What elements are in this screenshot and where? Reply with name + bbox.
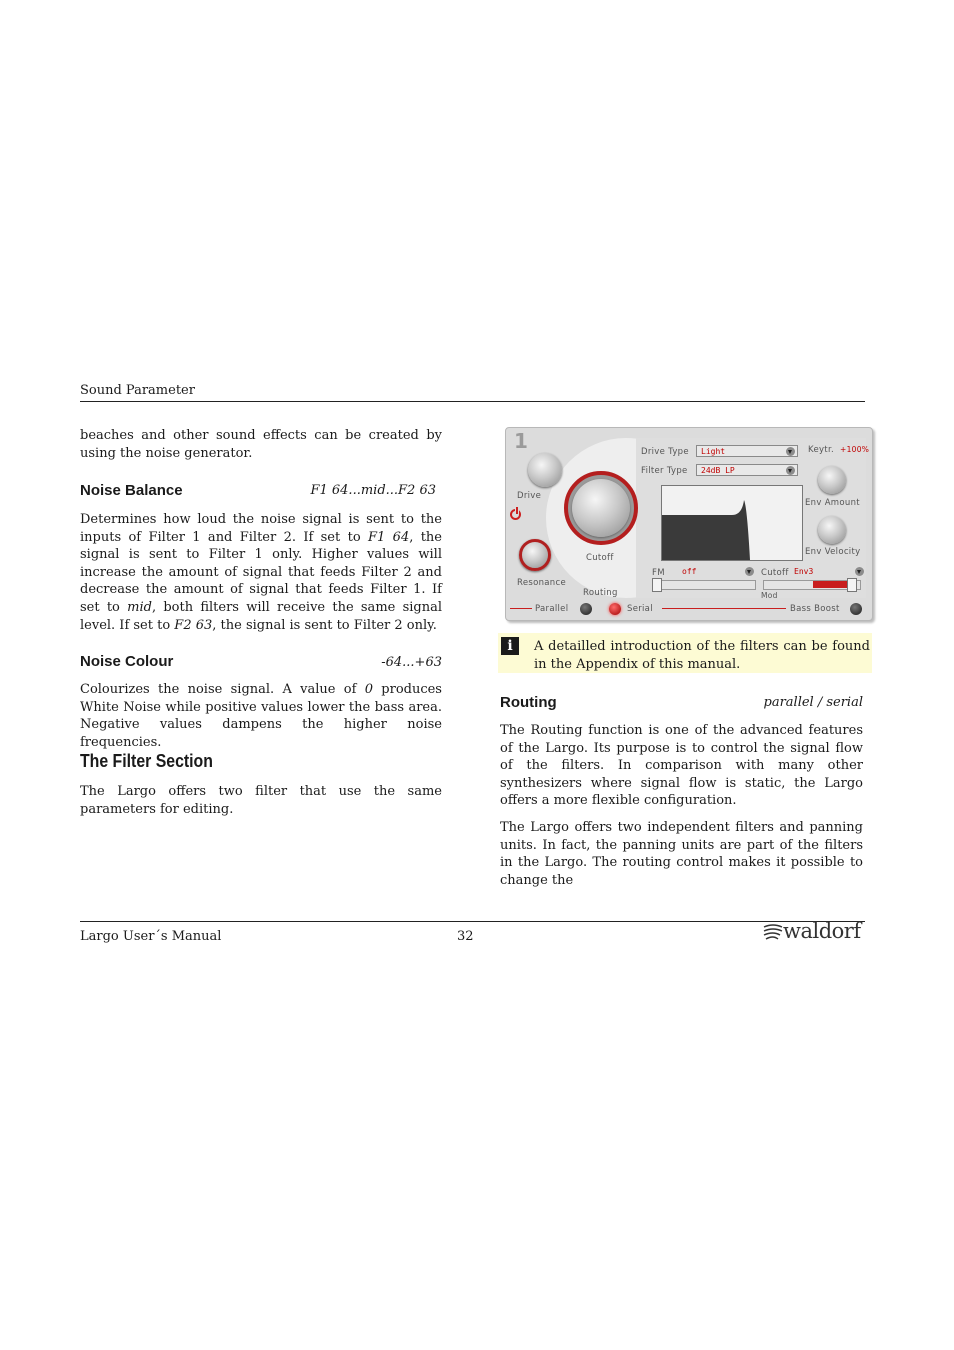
filter-curve-graph	[662, 486, 802, 560]
intro-paragraph: beaches and other sound effects can be created by using the noise generator.	[80, 428, 442, 461]
parallel-button[interactable]	[580, 603, 592, 615]
info-note	[498, 633, 872, 673]
footer-page-number: 32	[457, 929, 474, 944]
noise-balance-range: F1 64...mid...F2 63	[310, 483, 436, 498]
filter-section-body: The Largo offers two filter that use the same parameters for editing.	[80, 784, 442, 817]
cutoff-mod-label: Cutoff	[761, 568, 789, 578]
chevron-down-icon	[786, 447, 795, 456]
drive-type-value: Light	[701, 447, 726, 456]
noise-colour-body: Colourizes the noise signal. A value of 0 produces White Noise while positive values lower the bass area. Negative values dampens the higher noise frequencies.	[80, 682, 442, 750]
chevron-down-icon	[786, 466, 795, 475]
cutoff-mod-slider-handle[interactable]	[847, 578, 857, 592]
keytr-value[interactable]: +100%	[840, 445, 870, 454]
fm-slider-handle[interactable]	[652, 578, 662, 592]
footer-manual-title: Largo User´s Manual	[80, 929, 222, 944]
filter-type-label: Filter Type	[641, 466, 688, 476]
chevron-down-icon	[745, 567, 754, 576]
cutoff-mod-value: Env3	[794, 567, 814, 576]
fm-slider[interactable]	[652, 580, 756, 590]
bass-boost-button[interactable]	[850, 603, 862, 615]
noise-colour-heading: Noise Colour	[80, 653, 174, 670]
waldorf-logo	[762, 919, 866, 945]
cutoff-knob[interactable]	[572, 479, 630, 537]
fm-dropdown[interactable]	[678, 566, 756, 578]
footer-rule	[80, 921, 865, 922]
noise-balance-body: Determines how loud the noise signal is sent to the inputs of Filter 1 and Filter 2. If set to F1 64, the signal is sent to Filter 1 only. Higher values will increase the amount of signal that feeds Filter 2 and decrease the amount of signal that feeds Filter 1. If set to mid, both filters will receive the same signal level. If set to F2 63, the signal is sent to Filter 2 only.	[80, 512, 443, 633]
drive-label: Drive	[517, 491, 542, 501]
drive-type-label: Drive Type	[641, 447, 689, 457]
drive-knob[interactable]	[528, 453, 562, 487]
info-icon: i	[501, 637, 519, 655]
bass-boost-label: Bass Boost	[790, 604, 840, 614]
keytrack-knob[interactable]	[818, 466, 846, 494]
routing-paragraph-2: The Largo offers two independent filters and panning units. In fact, the panning units are part of the filters in the Largo. The routing control makes it possible to change the	[500, 820, 863, 888]
filter-type-dropdown[interactable]	[696, 464, 798, 476]
routing-range: parallel / serial	[763, 695, 863, 710]
drive-type-dropdown[interactable]	[696, 445, 798, 457]
noise-colour-range: -64...+63	[381, 655, 442, 670]
header-rule	[80, 401, 865, 402]
routing-label: Routing	[583, 588, 618, 598]
keytr-label: Keytr.	[808, 445, 834, 455]
running-header: Sound Parameter	[80, 383, 195, 398]
cutoff-mod-dropdown[interactable]	[790, 566, 866, 578]
filter-curve-display	[661, 485, 803, 561]
waldorf-swirl-icon	[762, 923, 784, 943]
parallel-line	[510, 608, 532, 609]
parallel-label: Parallel	[535, 604, 569, 614]
power-icon-stem	[515, 507, 519, 514]
cutoff-mod-slider-fill	[813, 581, 847, 588]
fm-label: FM	[652, 568, 665, 578]
fm-value: off	[682, 567, 697, 576]
cutoff-label: Cutoff	[586, 553, 614, 563]
waldorf-logo-text: waldorf	[783, 919, 861, 943]
serial-label: Serial	[627, 604, 653, 614]
filter-number: 1	[514, 429, 528, 453]
resonance-label: Resonance	[517, 578, 566, 588]
serial-line	[662, 608, 786, 609]
filter-section-heading: The Filter Section	[80, 751, 213, 771]
filter-type-value: 24dB LP	[701, 466, 735, 475]
chevron-down-icon	[855, 567, 864, 576]
serial-button[interactable]	[609, 603, 621, 615]
routing-paragraph-1: The Routing function is one of the advanced features of the Largo. Its purpose is to control the signal flow of the filters. In comparison with many other synthesizers where signal flow is static, the Largo offers a more flexible configuration.	[500, 723, 863, 809]
env-velocity-label: Env Velocity	[805, 547, 861, 557]
info-note-text: A detailled introduction of the filters can be found in the Appendix of this manual.	[534, 639, 870, 672]
mod-label: Mod	[761, 591, 778, 600]
filter-panel-screenshot	[505, 427, 873, 621]
routing-heading: Routing	[500, 694, 557, 711]
env-amount-knob[interactable]	[818, 516, 846, 544]
env-amount-label: Env Amount	[805, 498, 860, 508]
noise-balance-heading: Noise Balance	[80, 482, 183, 499]
resonance-knob[interactable]	[519, 539, 551, 571]
